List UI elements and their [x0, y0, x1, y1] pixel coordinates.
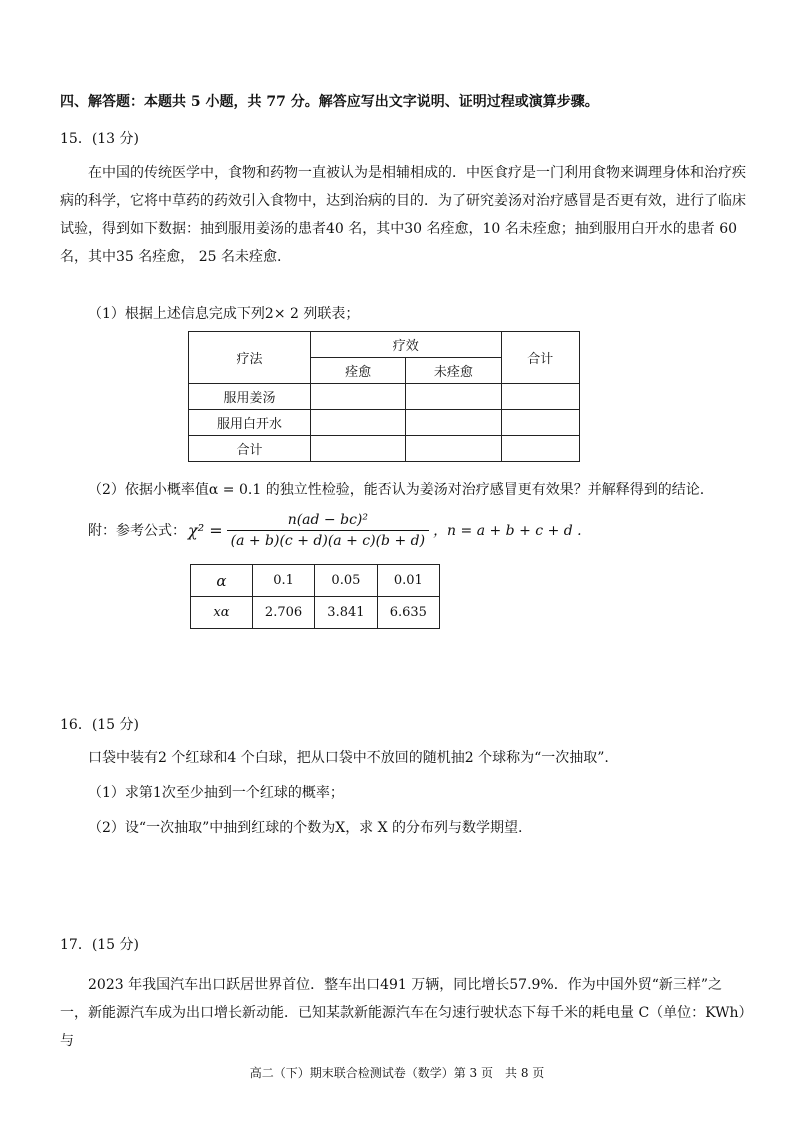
- page-footer: 高二（下）期末联合检测试卷（数学）第 3 页 共 8 页: [249, 1066, 545, 1080]
- cell-empty: [501, 410, 579, 436]
- cell-empty: [311, 436, 406, 462]
- cell-empty: [501, 384, 579, 410]
- q15-part1: （1）根据上述信息完成下列2× 2 列联表；: [88, 306, 360, 322]
- reference-table: [190, 564, 440, 629]
- contingency-table: [188, 331, 580, 462]
- ref-value-cell: 6.635: [377, 597, 439, 629]
- header-cured: 痊愈: [311, 358, 406, 384]
- q15-header: 15．(13 分): [60, 131, 140, 147]
- header-effect: 疗效: [311, 332, 502, 358]
- q16-part1: （1）求第1次至少抽到一个红球的概率；: [88, 785, 344, 801]
- formula-fraction: [227, 512, 429, 549]
- formula-lhs: χ² =: [188, 520, 223, 540]
- q17-paragraph: 2023 年我国汽车出口跃居世界首位．整车出口491 万辆，同比增长57.9%．作为中国外贸“新三样”之一，新能源汽车成为出口增长新动能．已知某款新能源汽车在匀速行驶状态下每千米的耗电量 C（单位：KWh）与: [60, 977, 746, 1049]
- ref-alpha-label: α: [191, 565, 253, 597]
- cell-empty: [311, 384, 406, 410]
- row-label-total: 合计: [189, 436, 311, 462]
- formula-n: ，n = a + b + c + d .: [433, 523, 582, 539]
- q16-header: 16．(15 分): [60, 717, 140, 733]
- cell-empty: [501, 436, 579, 462]
- cell-empty: [406, 410, 501, 436]
- section-heading: 四、解答题：本题共 5 小题，共 77 分。解答应写出文字说明、证明过程或演算步骤。: [60, 94, 599, 110]
- ref-value-cell: 3.841: [315, 597, 377, 629]
- formula-numerator: n(ad − bc)²: [227, 512, 429, 531]
- ref-value-cell: 2.706: [252, 597, 314, 629]
- formula-denominator: (a + b)(c + d)(a + c)(b + d): [230, 532, 426, 549]
- q17-header: 17．(15 分): [60, 937, 140, 953]
- header-total: 合计: [501, 332, 579, 384]
- ref-alpha-cell: 0.01: [377, 565, 439, 597]
- q15-paragraph: 在中国的传统医学中，食物和药物一直被认为是相辅相成的．中医食疗是一门利用食物来调理身体和治疗疾病的科学，它将中草药的药效引入食物中，达到治病的目的．为了研究姜汤对治疗感冒是否更有效，进行了临床试验，得到如下数据：抽到服用姜汤的患者40 名，其中30 名痊愈，10 名未痊愈；抽到服用白开水的患者 60 名，其中35 名痊愈， 25 名未痊愈.: [60, 165, 746, 265]
- ref-alpha-cell: 0.05: [315, 565, 377, 597]
- q16-part2: （2）设“一次抽取”中抽到红球的个数为X，求 X 的分布列与数学期望.: [88, 820, 523, 836]
- q16-stem: 口袋中装有2 个红球和4 个白球，把从口袋中不放回的随机抽2 个球称为“一次抽取”.: [88, 750, 609, 766]
- cell-empty: [311, 410, 406, 436]
- header-not-cured: 未痊愈: [406, 358, 501, 384]
- cell-empty: [406, 384, 501, 410]
- formula-label: 附：参考公式：: [88, 523, 186, 539]
- cell-empty: [406, 436, 501, 462]
- formula-line: [88, 507, 582, 553]
- ref-alpha-cell: 0.1: [252, 565, 314, 597]
- row-label-ginger: 服用姜汤: [189, 384, 311, 410]
- header-method: 疗法: [189, 332, 311, 384]
- q15-part2: （2）依据小概率值α = 0.1 的独立性检验，能否认为姜汤对治疗感冒更有效果？并解释得到的结论.: [88, 482, 705, 498]
- row-label-water: 服用白开水: [189, 410, 311, 436]
- ref-x-label: xα: [191, 597, 253, 629]
